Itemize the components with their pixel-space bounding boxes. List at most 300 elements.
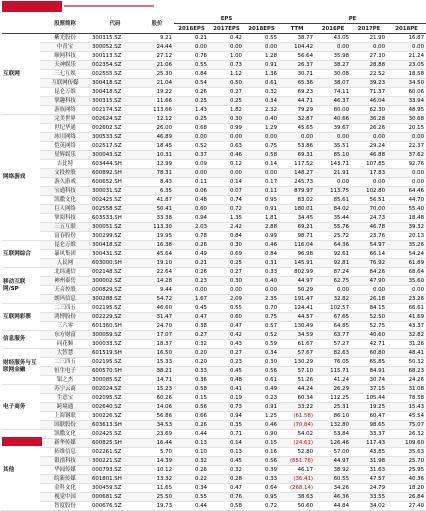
eps-2017-cell: 0.94	[209, 412, 244, 421]
pe-ttm-cell: (36.41)	[279, 475, 315, 484]
table-row	[2, 277, 426, 286]
eps-2017-cell: 0.42	[209, 34, 244, 43]
pe-ttm-cell: 148.27	[279, 169, 315, 178]
stock-name-cell: 天神娱乐	[40, 61, 90, 70]
pe-2018-cell: 0.00	[387, 178, 426, 187]
pe-ttm-cell: 104.42	[279, 43, 315, 52]
stock-name-cell: 顺网科技	[40, 52, 90, 61]
pe-2018-cell: 20.15	[387, 124, 426, 133]
pe-2018-cell: 0.00	[387, 169, 426, 178]
price-cell: 9.44	[140, 286, 174, 295]
pe-2018-cell: 30.68	[387, 115, 426, 124]
eps-2016-cell: 1.67	[174, 295, 209, 304]
table-row	[2, 97, 426, 106]
stock-name-cell: 昆仑万维	[40, 241, 90, 250]
stock-code-cell: 300113.SZ	[90, 52, 140, 61]
pe-2016-cell: 115.71	[315, 367, 351, 376]
stock-code-cell: 002558.SZ	[90, 205, 140, 214]
category-cell: 互联网	[2, 34, 40, 115]
pe-ttm-cell: 83.02	[279, 196, 315, 205]
eps-2017-cell: 0.07	[209, 187, 244, 196]
stock-code-cell: 002555.SZ	[90, 70, 140, 79]
eps-2017-cell: 0.00	[209, 43, 244, 52]
eps-2018-cell: 0.90	[244, 430, 279, 439]
table-row	[2, 178, 426, 187]
price-cell: 22.64	[140, 268, 174, 277]
stock-name-cell: 凯撒文化	[40, 430, 90, 439]
category-cell: 互联网彩票	[2, 304, 40, 331]
pe-2016-cell: 67.65	[315, 313, 351, 322]
eps-2017-cell: 2.42	[209, 223, 244, 232]
table-row	[2, 430, 426, 439]
eps-2016-cell: 0.49	[174, 250, 209, 259]
pe-2017-cell: 84.91	[351, 367, 387, 376]
pe-2017-cell: 26.18	[351, 295, 387, 304]
eps-2018-cell: 0.11	[244, 187, 279, 196]
eps-2016-cell: 0.55	[174, 493, 209, 502]
stock-code-cell: 002425.SZ	[90, 430, 140, 439]
table-row	[2, 412, 426, 421]
eps-2017-cell: 0.63	[209, 142, 244, 151]
table-row	[2, 376, 426, 385]
eps-2017-cell: 0.47	[209, 322, 244, 331]
price-cell: 24.44	[140, 43, 174, 52]
price-cell: 19.10	[140, 259, 174, 268]
pe-2018-cell: 43.37	[387, 322, 426, 331]
stock-name-cell: 三六零	[40, 322, 90, 331]
pe-2017-cell: 46.78	[351, 223, 387, 232]
eps-2017-cell: 0.50	[209, 79, 244, 88]
brand-logo	[2, 1, 62, 12]
pe-2017-cell: 27.30	[351, 52, 387, 61]
eps-2016-cell: 0.33	[174, 367, 209, 376]
stock-code-cell: 300533.SZ	[90, 133, 140, 142]
stock-name-cell: 金科文化	[40, 484, 90, 493]
pe-ttm-cell: 180.01	[279, 205, 315, 214]
eps-2017-cell: 0.00	[209, 286, 244, 295]
pe-2017-cell: 66.14	[351, 250, 387, 259]
stock-name-cell: 冰川网络	[40, 133, 90, 142]
pe-2017-cell: 107.85	[351, 160, 387, 169]
category-cell: 互联网综合	[2, 241, 40, 268]
table-row	[2, 187, 426, 196]
pe-ttm-cell: (24.61)	[279, 439, 315, 448]
pe-2016-cell: 0.00	[315, 43, 351, 52]
stock-name-cell: 游族网络	[40, 106, 90, 115]
stock-name-cell: 游久游戏	[40, 178, 90, 187]
eps-2018-cell: 0.59	[244, 340, 279, 349]
price-cell: 8.43	[140, 178, 174, 187]
table-row	[2, 142, 426, 151]
pe-2018-cell: 18.20	[387, 484, 426, 493]
eps-2018-cell: 0.40	[244, 115, 279, 124]
pe-2016-cell: 84.02	[315, 205, 351, 214]
category-cell: 电子商务	[2, 385, 40, 430]
pe-ttm-cell: 116.04	[279, 241, 315, 250]
pe-2018-cell: 48.41	[387, 349, 426, 358]
eps-2017-cell: 0.19	[209, 394, 244, 403]
stock-code-cell: 603444.SH	[90, 160, 140, 169]
eps-2018-cell: 1.29	[244, 124, 279, 133]
price-cell: 6.35	[140, 187, 174, 196]
stock-code-cell: 300051.SZ	[90, 223, 140, 232]
pe-2016-cell: 43.05	[315, 34, 351, 43]
stock-code-cell: 002174.SZ	[90, 106, 140, 115]
pe-2016-cell: 32.82	[315, 295, 351, 304]
pe-2017-cell: 24.79	[351, 484, 387, 493]
pe-2018-cell: 41.69	[387, 313, 426, 322]
stock-name-cell: 完美世界	[40, 115, 90, 124]
eps-2018-cell: 0.49	[244, 385, 279, 394]
table-row	[2, 304, 426, 313]
pe-2017-cell: 65.85	[351, 358, 387, 367]
pe-2017-cell: 22.52	[351, 70, 387, 79]
table-row	[2, 322, 426, 331]
table-row	[2, 493, 426, 502]
stock-code-cell: 600825.SH	[90, 439, 140, 448]
eps-2018-cell: 0.40	[244, 277, 279, 286]
pe-ttm-cell: 50.60	[279, 502, 315, 511]
price-cell: 45.64	[140, 250, 174, 259]
price-cell: 12.12	[140, 115, 174, 124]
stock-code-cell: 300085.SZ	[90, 376, 140, 385]
stock-name-cell: 恒生电子	[40, 367, 90, 376]
header-pe-group: PE	[279, 14, 426, 24]
pe-ttm-cell: 34.59	[279, 331, 315, 340]
pe-2016-cell: 38.27	[315, 61, 351, 70]
eps-2018-cell: 0.33	[244, 268, 279, 277]
eps-2017-cell: 0.55	[209, 304, 244, 313]
eps-2017-cell: 0.58	[209, 502, 244, 511]
eps-2018-cell: 0.95	[244, 493, 279, 502]
price-cell: 18.45	[140, 142, 174, 151]
pe-2018-cell: 37.62	[387, 151, 426, 160]
pe-2016-cell: 0.00	[315, 286, 351, 295]
eps-2018-cell: 0.34	[244, 97, 279, 106]
header-name: 股票简称	[40, 14, 90, 34]
eps-2016-cell: 0.37	[174, 151, 209, 160]
table-row	[2, 232, 426, 241]
pe-ttm-cell: 802.99	[279, 268, 315, 277]
eps-2018-cell: 0.84	[244, 250, 279, 259]
stock-code-cell: 300059.SZ	[90, 331, 140, 340]
eps-2017-cell: 0.48	[209, 376, 244, 385]
stock-name-cell: 恺英网络	[40, 142, 90, 151]
eps-2017-cell: 0.45	[209, 457, 244, 466]
top-banner	[0, 0, 426, 13]
eps-2017-cell: 0.27	[209, 88, 244, 97]
table-row	[2, 475, 426, 484]
pe-2017-cell: 0.00	[351, 178, 387, 187]
eps-2016-cell: 0.36	[174, 376, 209, 385]
eps-2017-cell: 1.82	[209, 106, 244, 115]
price-cell: 14.28	[140, 277, 174, 286]
pe-ttm-cell: 44.57	[279, 313, 315, 322]
pe-2017-cell: 52.50	[351, 313, 387, 322]
eps-2018-cell: 2.32	[244, 106, 279, 115]
pe-2018-cell: 24.26	[387, 376, 426, 385]
stock-code-cell: 002261.SZ	[90, 448, 140, 457]
eps-2018-cell: 0.46	[244, 241, 279, 250]
eps-2016-cell: 0.48	[174, 196, 209, 205]
pe-2017-cell: 26.26	[351, 124, 387, 133]
pe-2016-cell: 64.36	[315, 241, 351, 250]
pe-ttm-cell: 51.26	[279, 376, 315, 385]
pe-ttm-cell: 98.71	[279, 232, 315, 241]
pe-2016-cell: 85.61	[315, 196, 351, 205]
price-cell: 23.69	[140, 430, 174, 439]
eps-2016-cell: 0.45	[174, 304, 209, 313]
pe-2016-cell: 63.77	[315, 331, 351, 340]
pe-2018-cell: 40.36	[387, 475, 426, 484]
pe-2018-cell: 35.63	[387, 448, 426, 457]
pe-2016-cell: 46.37	[315, 97, 351, 106]
pe-2016-cell: 35.98	[315, 52, 351, 61]
pe-ttm-cell: 57.67	[279, 349, 315, 358]
pe-ttm-cell: 879.97	[279, 187, 315, 196]
pe-2018-cell: 45.54	[387, 412, 426, 421]
table-row	[2, 250, 426, 259]
pe-2017-cell: 21.90	[351, 34, 387, 43]
eps-2017-cell: 0.43	[209, 340, 244, 349]
price-cell: 46.60	[140, 304, 174, 313]
stock-code-cell: 002602.SZ	[90, 124, 140, 133]
stock-name-cell: 巨人网络	[40, 205, 90, 214]
stock-code-cell: 300043.SZ	[90, 151, 140, 160]
pe-2016-cell: 82.63	[315, 349, 351, 358]
pe-2017-cell: 76.92	[351, 259, 387, 268]
header-pe-2016: 2016PE	[315, 24, 351, 34]
pe-2018-cell: 44.70	[387, 196, 426, 205]
table-row	[2, 421, 426, 430]
price-cell: 19.73	[140, 502, 174, 511]
eps-2016-cell: 0.26	[174, 241, 209, 250]
stock-code-cell: 002425.SZ	[90, 196, 140, 205]
pe-2016-cell: 113.75	[315, 187, 351, 196]
pe-ttm-cell: 38.63	[279, 493, 315, 502]
pe-2018-cell: 109.60	[387, 439, 426, 448]
stock-code-cell: 603613.SH	[90, 421, 140, 430]
pe-2016-cell: 26.29	[315, 385, 351, 394]
pe-2018-cell: 23.26	[387, 295, 426, 304]
pe-ttm-cell: 191.47	[279, 295, 315, 304]
pe-2018-cell: 54.24	[387, 250, 426, 259]
eps-2016-cell: 0.44	[174, 502, 209, 511]
table-row	[2, 448, 426, 457]
pe-ttm-cell: 79.29	[279, 106, 315, 115]
pe-2017-cell: 23.76	[351, 232, 387, 241]
pe-ttm-cell: 130.29	[279, 358, 315, 367]
eps-2017-cell: 1.00	[209, 52, 244, 61]
pe-2018-cell: 48.95	[387, 106, 426, 115]
eps-2018-cell: 0.15	[244, 439, 279, 448]
eps-2018-cell: 0.91	[244, 61, 279, 70]
table-row	[2, 79, 426, 88]
pe-ttm-cell: 52.80	[279, 448, 315, 457]
eps-2018-cell: 0.00	[244, 286, 279, 295]
pe-ttm-cell: 69.31	[279, 151, 315, 160]
pe-ttm-cell: (70.84)	[279, 421, 315, 430]
eps-2017-cell: 0.25	[209, 259, 244, 268]
eps-2018-cell: 0.57	[244, 322, 279, 331]
pe-ttm-cell: 117.52	[279, 160, 315, 169]
stock-name-cell: 上海钢联	[40, 412, 90, 421]
stock-code-cell: 300418.SZ	[90, 241, 140, 250]
stock-name-cell: 互联网传媒	[40, 79, 90, 88]
pe-2017-cell: 102.80	[351, 187, 387, 196]
pe-2018-cell: 20.13	[387, 232, 426, 241]
eps-2017-cell: 0.25	[209, 97, 244, 106]
stock-code-cell: 002195.SZ	[90, 358, 140, 367]
eps-2016-cell: 0.13	[174, 439, 209, 448]
stock-name-cell: 同花顺	[40, 340, 90, 349]
pe-2016-cell: 0.00	[315, 178, 351, 187]
pe-ttm-cell: 124.41	[279, 304, 315, 313]
stock-name-cell: 智度股份	[40, 502, 90, 511]
pe-2017-cell: 105.44	[351, 394, 387, 403]
pe-ttm-cell: 44.71	[279, 97, 315, 106]
pe-ttm-cell: (851.76)	[279, 457, 315, 466]
price-cell: 19.95	[140, 232, 174, 241]
table-row	[2, 295, 426, 304]
pe-2017-cell: 46.04	[351, 97, 387, 106]
pe-ttm-cell: 245.73	[279, 178, 315, 187]
pe-ttm-cell: 69.21	[279, 223, 315, 232]
eps-2017-cell: 0.30	[209, 277, 244, 286]
eps-2018-cell: 0.56	[244, 457, 279, 466]
pe-2017-cell: 117.43	[351, 439, 387, 448]
pe-2018-cell: 60.06	[387, 88, 426, 97]
eps-2018-cell: 1.81	[244, 214, 279, 223]
stock-code-cell: 002640.SZ	[90, 403, 140, 412]
pe-ttm-cell: 130.49	[279, 322, 315, 331]
stock-name-cell: 凯撒文化	[40, 196, 90, 205]
pe-ttm-cell: 56.64	[279, 52, 315, 61]
eps-2018-cell: 0.00	[244, 169, 279, 178]
eps-2016-cell: 0.09	[174, 160, 209, 169]
pe-ttm-cell: (268.14)	[279, 484, 315, 493]
stock-name-cell: 三七互娱	[40, 70, 90, 79]
pe-2018-cell: 18.58	[387, 70, 426, 79]
pe-2018-cell: 0.00	[387, 133, 426, 142]
stock-code-cell: 300459.SZ	[90, 484, 140, 493]
eps-2016-cell: 0.38	[174, 322, 209, 331]
pe-2018-cell: 32.82	[387, 331, 426, 340]
eps-2017-cell: 1.35	[209, 214, 244, 223]
pe-2016-cell: 112.25	[315, 394, 351, 403]
price-cell: 15.23	[140, 385, 174, 394]
pe-2017-cell: 0.00	[351, 286, 387, 295]
eps-2016-cell: 0.26	[174, 421, 209, 430]
price-cell: 13.32	[140, 475, 174, 484]
price-cell: 5.70	[140, 448, 174, 457]
stock-name-cell: 跨境通	[40, 403, 90, 412]
stock-code-cell: 600570.SH	[90, 367, 140, 376]
price-cell: 11.65	[140, 484, 174, 493]
eps-2018-cell: 0.17	[244, 178, 279, 187]
eps-2018-cell: 0.58	[244, 151, 279, 160]
pe-2016-cell: 44.84	[315, 502, 351, 511]
pe-2018-cell: 68.23	[387, 367, 426, 376]
eps-2017-cell: 0.73	[209, 61, 244, 70]
stock-name-cell: 北纬通信	[40, 268, 90, 277]
eps-2018-cell: 2.35	[244, 295, 279, 304]
pe-2016-cell: 0.00	[315, 133, 351, 142]
eps-2018-cell: 0.75	[244, 313, 279, 322]
eps-2017-cell: 0.47	[209, 484, 244, 493]
stock-name-cell: 掌阅科技	[40, 214, 90, 223]
pe-2017-cell: 98.65	[351, 421, 387, 430]
table-row	[2, 403, 426, 412]
stock-code-cell: 300288.SZ	[90, 295, 140, 304]
stock-name-cell: 神州泰岳	[40, 277, 90, 286]
eps-2018-cell: 0.30	[244, 358, 279, 367]
table-row	[2, 502, 426, 511]
pe-2017-cell: 34.02	[351, 502, 387, 511]
eps-2018-cell: 0.61	[244, 376, 279, 385]
eps-2016-cell: 0.23	[174, 277, 209, 286]
pe-ttm-cell: 69.23	[279, 88, 315, 97]
pe-ttm-cell: 30.71	[279, 70, 315, 79]
price-cell: 56.86	[140, 412, 174, 421]
stock-code-cell: 601519.SH	[90, 349, 140, 358]
price-cell: 26.00	[140, 124, 174, 133]
stock-name-cell: 视觉中国	[40, 493, 90, 502]
pe-ttm-cell: 32.87	[279, 115, 315, 124]
stock-code-cell: 000681.SZ	[90, 493, 140, 502]
eps-2016-cell: 0.15	[174, 394, 209, 403]
pe-2016-cell: 86.10	[315, 412, 351, 421]
pe-ttm-cell: 57.10	[279, 367, 315, 376]
pe-2017-cell: 84.15	[351, 304, 387, 313]
stock-code-cell: 600892.SH	[90, 169, 140, 178]
eps-2018-cell: 0.34	[244, 349, 279, 358]
eps-2018-cell: 0.32	[244, 88, 279, 97]
eps-2016-cell: 0.00	[174, 169, 209, 178]
stock-name-cell: 二三四五	[40, 358, 90, 367]
eps-2018-cell: 1.28	[244, 52, 279, 61]
stock-code-cell: 300315.SZ	[90, 97, 140, 106]
pe-ttm-cell: 50.29	[279, 286, 315, 295]
eps-2016-cell: 0.76	[174, 52, 209, 61]
pe-2016-cell: 64.85	[315, 322, 351, 331]
pe-2018-cell: 0.00	[387, 286, 426, 295]
eps-2016-cell: 0.66	[174, 412, 209, 421]
eps-2017-cell: 0.74	[209, 196, 244, 205]
pe-2018-cell: 55.40	[387, 205, 426, 214]
pe-2016-cell: 25.31	[315, 403, 351, 412]
eps-2016-cell: 0.27	[174, 331, 209, 340]
table-row	[2, 169, 426, 178]
price-cell: 16.38	[140, 241, 174, 250]
stock-name-cell: 苏宁云商	[40, 385, 90, 394]
table-row	[2, 268, 426, 277]
price-cell: 12.99	[140, 160, 174, 169]
pe-ttm-cell: 44.24	[279, 385, 315, 394]
pe-2017-cell: 47.57	[351, 475, 387, 484]
eps-2016-cell: 0.20	[174, 349, 209, 358]
eps-2016-cell: 0.32	[174, 340, 209, 349]
eps-2016-cell: 2.03	[174, 223, 209, 232]
stock-code-cell: 300431.SZ	[90, 250, 140, 259]
table-row	[2, 439, 426, 448]
eps-2016-cell: 1.43	[174, 106, 209, 115]
pe-2018-cell: 21.24	[387, 52, 426, 61]
stock-code-cell: 002229.SZ	[90, 313, 140, 322]
pe-ttm-cell: 38.77	[279, 34, 315, 43]
stock-code-cell: 300221.SZ	[90, 457, 140, 466]
stock-name-cell: 生意宝	[40, 394, 90, 403]
